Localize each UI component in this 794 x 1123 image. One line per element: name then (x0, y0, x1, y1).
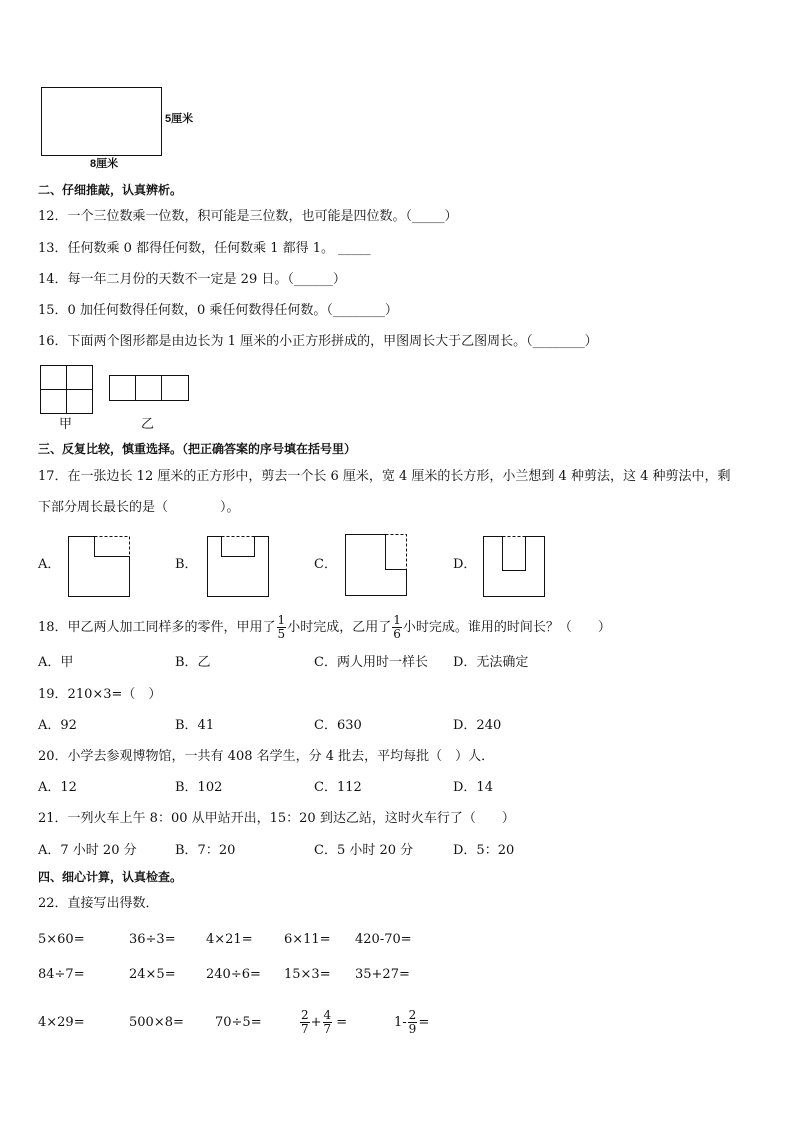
calc-3-4-frac-b-den: 7 (323, 1021, 332, 1036)
calc-3-4 (299, 1003, 347, 1041)
calc-3-5-frac-c-den: 9 (408, 1021, 417, 1036)
calc-3-5-eq: = (418, 1014, 430, 1030)
figure-jia-label: 甲 (59, 417, 73, 432)
question-17-line1: 17．在一张边长 12 厘米的正方形中，剪去一个长 6 厘米，宽 4 厘米的长方形，小兰想到 4 种剪法，这 4 种剪法中，剩 (38, 469, 731, 484)
section2-heading: 二、仔细推敲，认真辨析。 (38, 183, 183, 197)
question-12: 12．一个三位数乘一位数，积可能是三位数，也可能是四位数。（_____） (38, 209, 458, 224)
q21-option-b: B．7：20 (175, 843, 236, 858)
calc-3-4-frac-a-num: 2 (301, 1007, 309, 1022)
calc-1-2: 36÷3= (129, 932, 176, 947)
figure-b (208, 537, 269, 597)
calc-2-5: 35+27= (355, 967, 410, 982)
q18-suffix: 小时完成。谁用的时间长？（ ） (402, 619, 611, 635)
q17-option-c-label: C． (314, 557, 337, 572)
q18-frac1-num: 1 (277, 612, 286, 627)
calc-3-4-plus: + (310, 1014, 322, 1030)
q18-option-b: B．乙 (175, 655, 211, 670)
rect-width-label: 8厘米 (90, 158, 119, 170)
calc-1-4: 6×11= (284, 932, 331, 947)
calc-1-5: 420-70= (355, 932, 412, 947)
q20-option-a: A．12 (38, 780, 77, 795)
calc-3-2: 500×8= (129, 1015, 184, 1030)
calc-2-1: 84÷7= (38, 967, 85, 982)
question-21: 21．一列火车上午 8：00 从甲站开出，15：20 到达乙站，这时火车行了（ ） (38, 811, 515, 826)
calc-3-1: 4×29= (38, 1015, 85, 1030)
q18-frac2-den: 6 (393, 626, 401, 641)
q18-fraction-1 (277, 614, 287, 640)
calc-3-4-frac-b-num: 4 (323, 1007, 332, 1022)
q19-option-a: A．92 (38, 718, 77, 733)
q21-option-a: A．7 小时 20 分 (38, 843, 137, 858)
q18-option-c: C．两人用时一样长 (314, 655, 428, 670)
calc-1-3: 4×21= (206, 932, 253, 947)
calc-2-4: 15×3= (284, 967, 331, 982)
question-22: 22．直接写出得数． (38, 896, 159, 911)
calc-3-4-eq: = (336, 1014, 348, 1030)
q21-option-d: D．5：20 (453, 843, 515, 858)
question-16: 16．下面两个图形都是由边长为 1 厘米的小正方形拼成的，甲图周长大于乙图周长。（________） (38, 334, 598, 349)
q20-option-c: C．112 (314, 780, 362, 795)
question-13: 13．任何数乘 0 都得任何数，任何数乘 1 都得 1。 _____ (38, 241, 371, 256)
calc-3-5-frac-c-num: 2 (408, 1007, 417, 1022)
question-18 (38, 612, 611, 642)
q19-option-c: C．630 (314, 718, 362, 733)
section4-heading: 四、细心计算，认真检查。 (38, 870, 183, 884)
calc-2-3: 240÷6= (206, 967, 261, 982)
question-19: 19．210×3=（ ） (38, 687, 162, 702)
figure-a (69, 537, 130, 597)
calc-3-5 (394, 1003, 429, 1041)
q18-mid: 小时完成，乙用了 (287, 619, 392, 635)
q18-fraction-2 (392, 614, 402, 640)
q19-option-b: B．41 (175, 718, 215, 733)
calc-3-4-frac-a-den: 7 (301, 1021, 309, 1036)
q18-frac2-num: 1 (393, 612, 401, 627)
calc-3-3: 70÷5= (215, 1015, 262, 1030)
section3-heading: 三、反复比较，慎重选择。（把正确答案的序号填在括号里） (38, 442, 357, 456)
calc-3-5-frac-c (408, 1009, 418, 1035)
q18-option-a: A．甲 (38, 655, 74, 670)
question-14: 14．每一年二月份的天数不一定是 29 日。（______） (38, 272, 346, 287)
q20-option-b: B．102 (175, 780, 223, 795)
rect-height-label: 5厘米 (165, 113, 194, 125)
q19-option-d: D．240 (453, 718, 502, 733)
figure-yi-label: 乙 (141, 417, 155, 432)
question-15: 15．0 加任何数得任何数，0 乘任何数得任何数。（________） (38, 303, 398, 318)
q17-option-b-label: B． (175, 557, 198, 572)
calc-1-1: 5×60= (38, 932, 85, 947)
q18-option-d: D．无法确定 (453, 655, 529, 670)
question-20: 20．小学去参观博物馆，一共有 408 名学生，分 4 批去，平均每批（ ）人． (38, 749, 495, 764)
figure-d (484, 537, 545, 597)
calc-3-5-one: 1- (394, 1014, 407, 1030)
calc-3-4-frac-b (323, 1009, 333, 1035)
q20-option-d: D．14 (453, 780, 493, 795)
calc-3-4-frac-a (300, 1009, 310, 1035)
q21-option-c: C．5 小时 20 分 (314, 843, 414, 858)
q18-frac1-den: 5 (277, 626, 286, 641)
calc-2-2: 24×5= (129, 967, 176, 982)
q17-option-d-label: D． (453, 557, 477, 572)
question-17-line2: 下部分周长最长的是（ ）。 (38, 500, 240, 515)
q18-prefix: 18．甲乙两人加工同样多的零件，甲用了 (38, 619, 276, 635)
figure-c (346, 535, 407, 596)
q17-option-a-label: A． (38, 557, 61, 572)
